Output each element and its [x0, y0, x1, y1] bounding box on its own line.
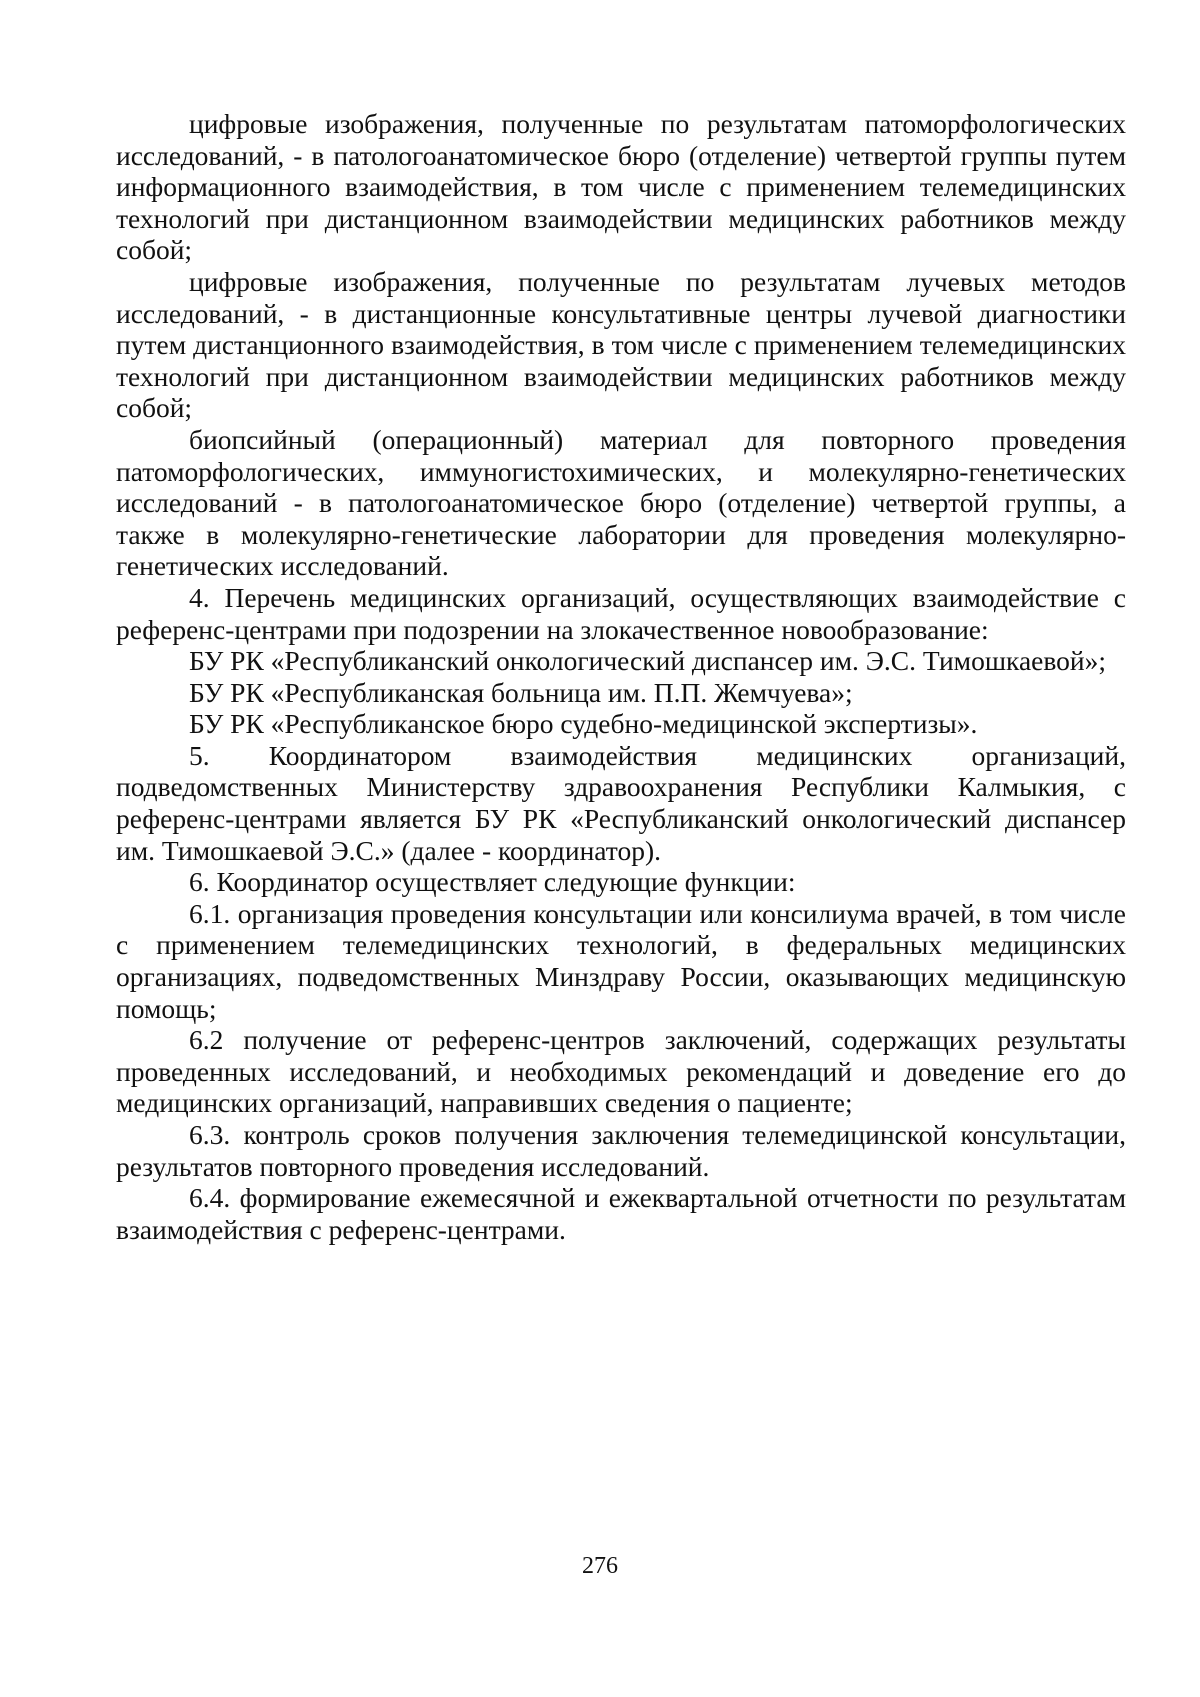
- paragraph-radiology-images: цифровые изображения, полученные по результатам лучевых методов исследований, - в дистанционные консультативные центры лучевой диагностики путем дистанционного взаимодействия, в том числе с применением телемедицинских технологий при дистанционном взаимодействии медицинских работников между собой;: [116, 265, 1126, 424]
- paragraph-section-6: 6. Координатор осуществляет следующие функции:: [189, 866, 796, 898]
- page-number: 276: [582, 1553, 618, 1579]
- paragraph-section-6-1: 6.1. организация проведения консультации или консилиума врачей, в том числе с применением телемедицинских технологий, в федеральных медицинских организациях, подведомственных Минздраву России, оказывающих медицинскую помощь;: [116, 897, 1126, 1024]
- paragraph-section-6-2: 6.2 получение от референс-центров заключений, содержащих результаты проведенных исследований, и необходимых рекомендаций и доведение его до медицинских организаций, направивших сведения о пациенте;: [116, 1024, 1126, 1119]
- paragraph-org-republican-hospital: БУ РК «Республиканская больница им. П.П. Жемчуева»;: [189, 676, 853, 708]
- paragraph-biopsy-material: биопсийный (операционный) материал для повторного проведения патоморфологических, иммуногистохимических, и молекулярно-генетических исследований - в патологоанатомическое бюро (отделение) четвертой группы, а также в молекулярно-генетические лаборатории для проведения молекулярно-генетических исследований.: [116, 423, 1126, 582]
- paragraph-section-6-3: 6.3. контроль сроков получения заключения телемедицинской консультации, результатов повторного проведения исследований.: [116, 1119, 1126, 1182]
- paragraph-org-oncology-dispensary: БУ РК «Республиканский онкологический диспансер им. Э.С. Тимошкаевой»;: [189, 645, 1107, 677]
- paragraph-section-5: 5. Координатором взаимодействия медицинских организаций, подведомственных Министерству здравоохранения Республики Калмыкия, с референс-центрами является БУ РК «Республиканский онкологический диспансер им. Тимошкаевой Э.С.» (далее - координатор).: [116, 739, 1126, 866]
- paragraph-org-forensic-bureau: БУ РК «Республиканское бюро судебно-медицинской экспертизы».: [189, 708, 978, 740]
- paragraph-pathomorph-images: цифровые изображения, полученные по результатам патоморфологических исследований, - в патологоанатомическое бюро (отделение) четвертой группы путем информационного взаимодействия, в том числе с применением телемедицинских технологий при дистанционном взаимодействии медицинских работников между собой;: [116, 108, 1126, 266]
- paragraph-section-6-4: 6.4. формирование ежемесячной и ежеквартальной отчетности по результатам взаимодействия с референс-центрами.: [116, 1182, 1126, 1245]
- paragraph-section-4: 4. Перечень медицинских организаций, осуществляющих взаимодействие с референс-центрами при подозрении на злокачественное новообразование:: [116, 581, 1126, 645]
- document-body: [116, 108, 1126, 1245]
